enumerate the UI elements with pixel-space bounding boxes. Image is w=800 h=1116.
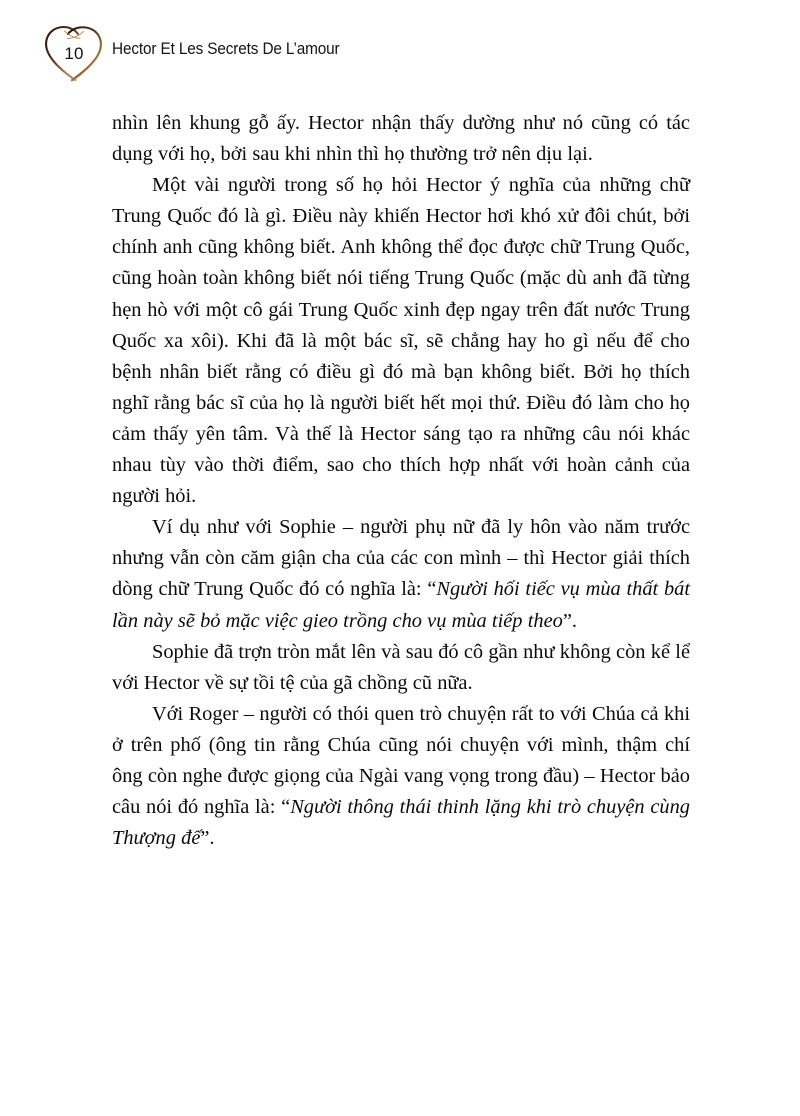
paragraph-text: nhìn lên khung gỗ ấy. Hector nhận thấy dường như nó cũng có tác dụng với họ, bởi sau khi nhìn thì họ thường trở nên dịu lại. xyxy=(112,112,690,166)
page-header xyxy=(0,0,800,96)
body-paragraph xyxy=(112,108,690,170)
paragraph-text: Sophie đã trợn tròn mắt lên và sau đó cô gần như không còn kể lể với Hector về sự tồi tệ của gã chồng cũ nữa. xyxy=(112,640,690,694)
paragraph-text: Một vài người trong số họ hỏi Hector ý nghĩa của những chữ Trung Quốc đó là gì. Điều này khiến Hector hơi khó xử đôi chút, bởi chính anh cũng không biết. Anh không thể đọc được chữ Trung Quốc, cũng hoàn toàn không biết nói tiếng Trung Quốc (mặc dù anh đã từng hẹn hò với một cô gái Trung Quốc xinh đẹp ngay trên đất nước Trung Quốc xa xôi). Khi đã là một bác sĩ, sẽ chẳng hay ho gì nếu để cho bệnh nhân biết rằng có điều gì đó mà bạn không biết. Bởi họ thích nghĩ rằng bác sĩ của họ là người biết hết mọi thứ. Điều đó làm cho họ cảm thấy yên tâm. Và thế là Hector sáng tạo ra những câu nói khác nhau tùy vào thời điểm, sao cho thích hợp nhất với hoàn cảnh của người hỏi. xyxy=(112,174,690,508)
paragraph-text: Với Roger – người có thói quen trò chuyện rất to với Chúa cả khi ở trên phố (ông tin rằng Chúa cũng nói chuyện với mình, thậm chí ông còn nghe được giọng của Ngài vang vọng trong đầu) – Hector bảo câu nói đó nghĩa là: “ xyxy=(112,702,690,819)
body-paragraph xyxy=(112,170,690,512)
paragraph-text: Ví dụ như với Sophie – người phụ nữ đã ly hôn vào năm trước nhưng vẫn còn căm giận cha của các con mình – thì Hector giải thích dòng chữ Trung Quốc đó có nghĩa là: “ xyxy=(112,516,690,601)
body-paragraph xyxy=(112,699,690,854)
quoted-phrase: Người hối tiếc vụ mùa thất bát lần này sẽ bỏ mặc việc gieo trồng cho vụ mùa tiếp theo xyxy=(112,578,690,632)
body-paragraph xyxy=(112,637,690,699)
running-title: Hector Et Les Secrets De L’amour xyxy=(112,40,340,58)
page-number: 10 xyxy=(64,44,84,63)
body-paragraph xyxy=(112,512,690,636)
heart-outline-icon xyxy=(40,22,108,84)
paragraph-text: ”. xyxy=(562,609,577,632)
quoted-phrase: Người thông thái thinh lặng khi trò chuyện cùng Thượng đế xyxy=(112,796,690,850)
body-text-block xyxy=(112,108,690,854)
paragraph-text: ”. xyxy=(200,827,215,850)
